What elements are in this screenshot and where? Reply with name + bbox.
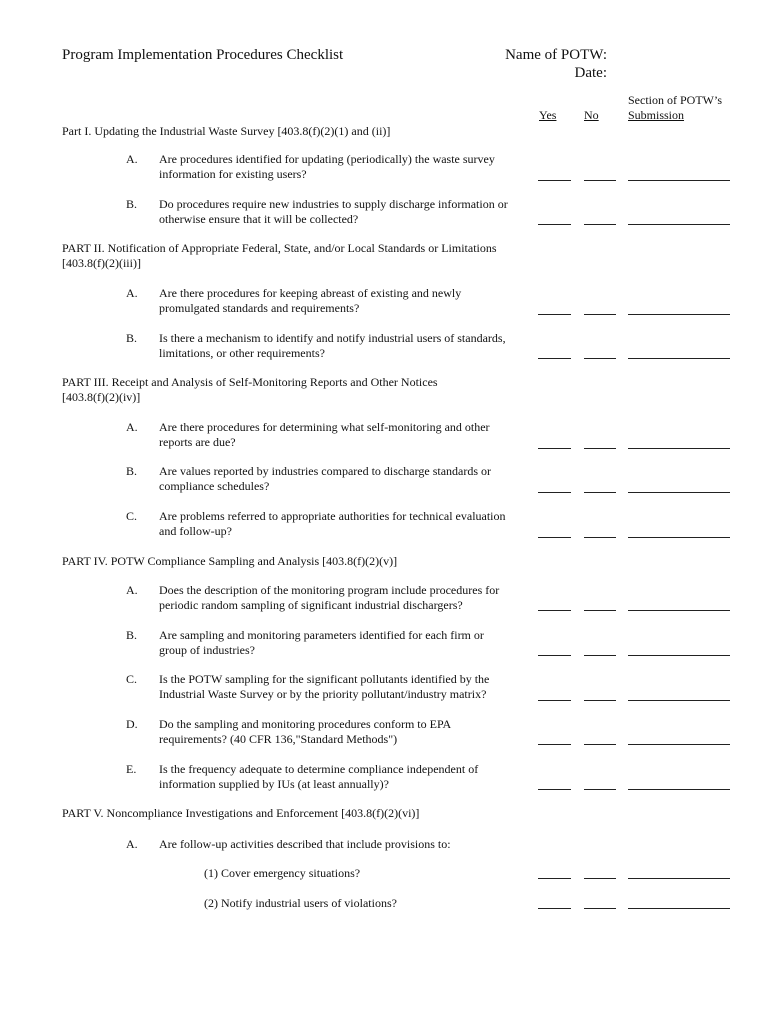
part-4-question-e-text [159, 762, 529, 792]
part-1-question-b-no-blank[interactable] [584, 224, 616, 225]
part-5-sub-item-1: (1) Cover emergency situations? [204, 866, 361, 880]
question-line: Is the frequency adequate to determine compliance independent of [159, 762, 479, 776]
potw-name-label: Name of POTW: [505, 47, 607, 63]
part-2-question-b-no-blank[interactable] [584, 358, 616, 359]
question-line: Do the sampling and monitoring procedures conform to EPA [159, 717, 452, 731]
question-line: otherwise ensure that it will be collected? [159, 212, 359, 226]
part-5-heading: PART V. Noncompliance Investigations and Enforcement [403.8(f)(2)(vi)] [62, 806, 420, 820]
question-line: Does the description of the monitoring program include procedures for [159, 583, 500, 597]
part-1-question-a-section-blank[interactable] [628, 180, 730, 181]
part-4-heading: PART IV. POTW Compliance Sampling and Analysis [403.8(f)(2)(v)] [62, 554, 398, 568]
part-5-sub-item-2-section-blank[interactable] [628, 908, 730, 909]
part-5-sub-item-1-yes-blank[interactable] [538, 878, 571, 879]
part-4-question-a-text [159, 583, 529, 613]
question-line: reports are due? [159, 435, 236, 449]
part-3-heading [62, 375, 438, 405]
part-3-heading-line1: PART III. Receipt and Analysis of Self-Monitoring Reports and Other Notices [62, 375, 438, 389]
part-5-question-a-letter: A. [126, 837, 138, 851]
part-3-question-c-text [159, 509, 529, 539]
part-4-question-d-text [159, 717, 529, 747]
part-1-question-b-letter: B. [126, 197, 138, 211]
part-1-heading: Part I. Updating the Industrial Waste Survey [403.8(f)(2)(1) and (ii)] [62, 124, 391, 138]
question-line: group of industries? [159, 643, 255, 657]
part-3-heading-line2: [403.8(f)(2)(iv)] [62, 390, 141, 404]
part-3-question-b-no-blank[interactable] [584, 492, 616, 493]
question-line: Are procedures identified for updating (periodically) the waste survey [159, 152, 495, 166]
question-line: information supplied by IUs (at least annually)? [159, 777, 389, 791]
part-4-question-a-yes-blank[interactable] [538, 610, 571, 611]
part-2-question-b-yes-blank[interactable] [538, 358, 571, 359]
document-title: Program Implementation Procedures Checklist [62, 47, 344, 63]
question-line: Do procedures require new industries to supply discharge information or [159, 197, 508, 211]
column-header-yes: Yes [539, 108, 557, 122]
part-4-question-a-section-blank[interactable] [628, 610, 730, 611]
question-line: Are sampling and monitoring parameters identified for each firm or [159, 628, 484, 642]
part-2-question-a-yes-blank[interactable] [538, 314, 571, 315]
part-4-question-c-section-blank[interactable] [628, 700, 730, 701]
part-3-question-a-text [159, 420, 529, 450]
question-line: compliance schedules? [159, 479, 270, 493]
part-4-question-b-no-blank[interactable] [584, 655, 616, 656]
part-3-question-a-section-blank[interactable] [628, 448, 730, 449]
question-line: promulgated standards and requirements? [159, 301, 360, 315]
part-3-question-c-yes-blank[interactable] [538, 537, 571, 538]
part-4-question-b-yes-blank[interactable] [538, 655, 571, 656]
part-4-question-c-letter: C. [126, 672, 138, 686]
part-3-question-a-letter: A. [126, 420, 138, 434]
part-3-question-c-no-blank[interactable] [584, 537, 616, 538]
part-4-question-c-yes-blank[interactable] [538, 700, 571, 701]
part-3-question-b-text [159, 464, 529, 494]
question-line: Are there procedures for determining what self-monitoring and other [159, 420, 490, 434]
part-4-question-b-letter: B. [126, 628, 138, 642]
part-1-question-a-no-blank[interactable] [584, 180, 616, 181]
part-5-sub-item-2-yes-blank[interactable] [538, 908, 571, 909]
question-line: and follow-up? [159, 524, 232, 538]
part-1-question-b-yes-blank[interactable] [538, 224, 571, 225]
part-2-question-a-letter: A. [126, 286, 138, 300]
part-2-heading [62, 241, 497, 271]
part-5-sub-item-2: (2) Notify industrial users of violations? [204, 896, 397, 910]
part-3-question-a-no-blank[interactable] [584, 448, 616, 449]
part-2-question-a-text [159, 286, 529, 316]
part-4-question-a-no-blank[interactable] [584, 610, 616, 611]
part-2-question-a-section-blank[interactable] [628, 314, 730, 315]
part-1-question-a-letter: A. [126, 152, 138, 166]
part-3-question-b-yes-blank[interactable] [538, 492, 571, 493]
question-line: requirements? (40 CFR 136,"Standard Methods") [159, 732, 398, 746]
column-header-section [628, 93, 722, 123]
question-line: Is there a mechanism to identify and notify industrial users of standards, [159, 331, 506, 345]
column-header-section-line2: Submission [628, 108, 685, 122]
question-line: limitations, or other requirements? [159, 346, 325, 360]
part-4-question-d-no-blank[interactable] [584, 744, 616, 745]
part-4-question-d-yes-blank[interactable] [538, 744, 571, 745]
question-line: Are there procedures for keeping abreast of existing and newly [159, 286, 462, 300]
question-line: Are follow-up activities described that include provisions to: [159, 837, 451, 851]
question-line: information for existing users? [159, 167, 307, 181]
part-4-question-e-letter: E. [126, 762, 137, 776]
column-header-section-line1: Section of POTW’s [628, 93, 722, 107]
part-4-question-b-section-blank[interactable] [628, 655, 730, 656]
part-5-sub-item-1-section-blank[interactable] [628, 878, 730, 879]
part-4-question-e-no-blank[interactable] [584, 789, 616, 790]
part-4-question-d-section-blank[interactable] [628, 744, 730, 745]
part-5-sub-item-2-no-blank[interactable] [584, 908, 616, 909]
part-4-question-b-text [159, 628, 529, 658]
part-4-question-e-section-blank[interactable] [628, 789, 730, 790]
part-5-question-a-text [159, 837, 529, 852]
part-4-question-e-yes-blank[interactable] [538, 789, 571, 790]
part-3-question-c-section-blank[interactable] [628, 537, 730, 538]
part-1-question-b-text [159, 197, 529, 227]
part-5-sub-item-1-no-blank[interactable] [584, 878, 616, 879]
question-line: Are problems referred to appropriate authorities for technical evaluation [159, 509, 506, 523]
question-line: Industrial Waste Survey or by the priority pollutant/industry matrix? [159, 687, 487, 701]
part-2-heading-line1: PART II. Notification of Appropriate Federal, State, and/or Local Standards or Limitations [62, 241, 497, 255]
part-4-question-c-no-blank[interactable] [584, 700, 616, 701]
part-2-heading-line2: [403.8(f)(2)(iii)] [62, 256, 141, 270]
date-label: Date: [574, 65, 607, 81]
part-2-question-b-text [159, 331, 529, 361]
part-4-question-d-letter: D. [126, 717, 138, 731]
part-2-question-a-no-blank[interactable] [584, 314, 616, 315]
question-line: periodic random sampling of significant industrial dischargers? [159, 598, 463, 612]
part-1-question-a-yes-blank[interactable] [538, 180, 571, 181]
question-line: Are values reported by industries compared to discharge standards or [159, 464, 492, 478]
question-line: Is the POTW sampling for the significant pollutants identified by the [159, 672, 490, 686]
part-1-question-a-text [159, 152, 529, 182]
part-1-question-b-section-blank[interactable] [628, 224, 730, 225]
part-3-question-c-letter: C. [126, 509, 138, 523]
part-4-question-c-text [159, 672, 529, 702]
part-2-question-b-letter: B. [126, 331, 138, 345]
column-header-no: No [584, 108, 599, 122]
part-3-question-b-letter: B. [126, 464, 138, 478]
part-4-question-a-letter: A. [126, 583, 138, 597]
part-3-question-a-yes-blank[interactable] [538, 448, 571, 449]
part-3-question-b-section-blank[interactable] [628, 492, 730, 493]
part-2-question-b-section-blank[interactable] [628, 358, 730, 359]
